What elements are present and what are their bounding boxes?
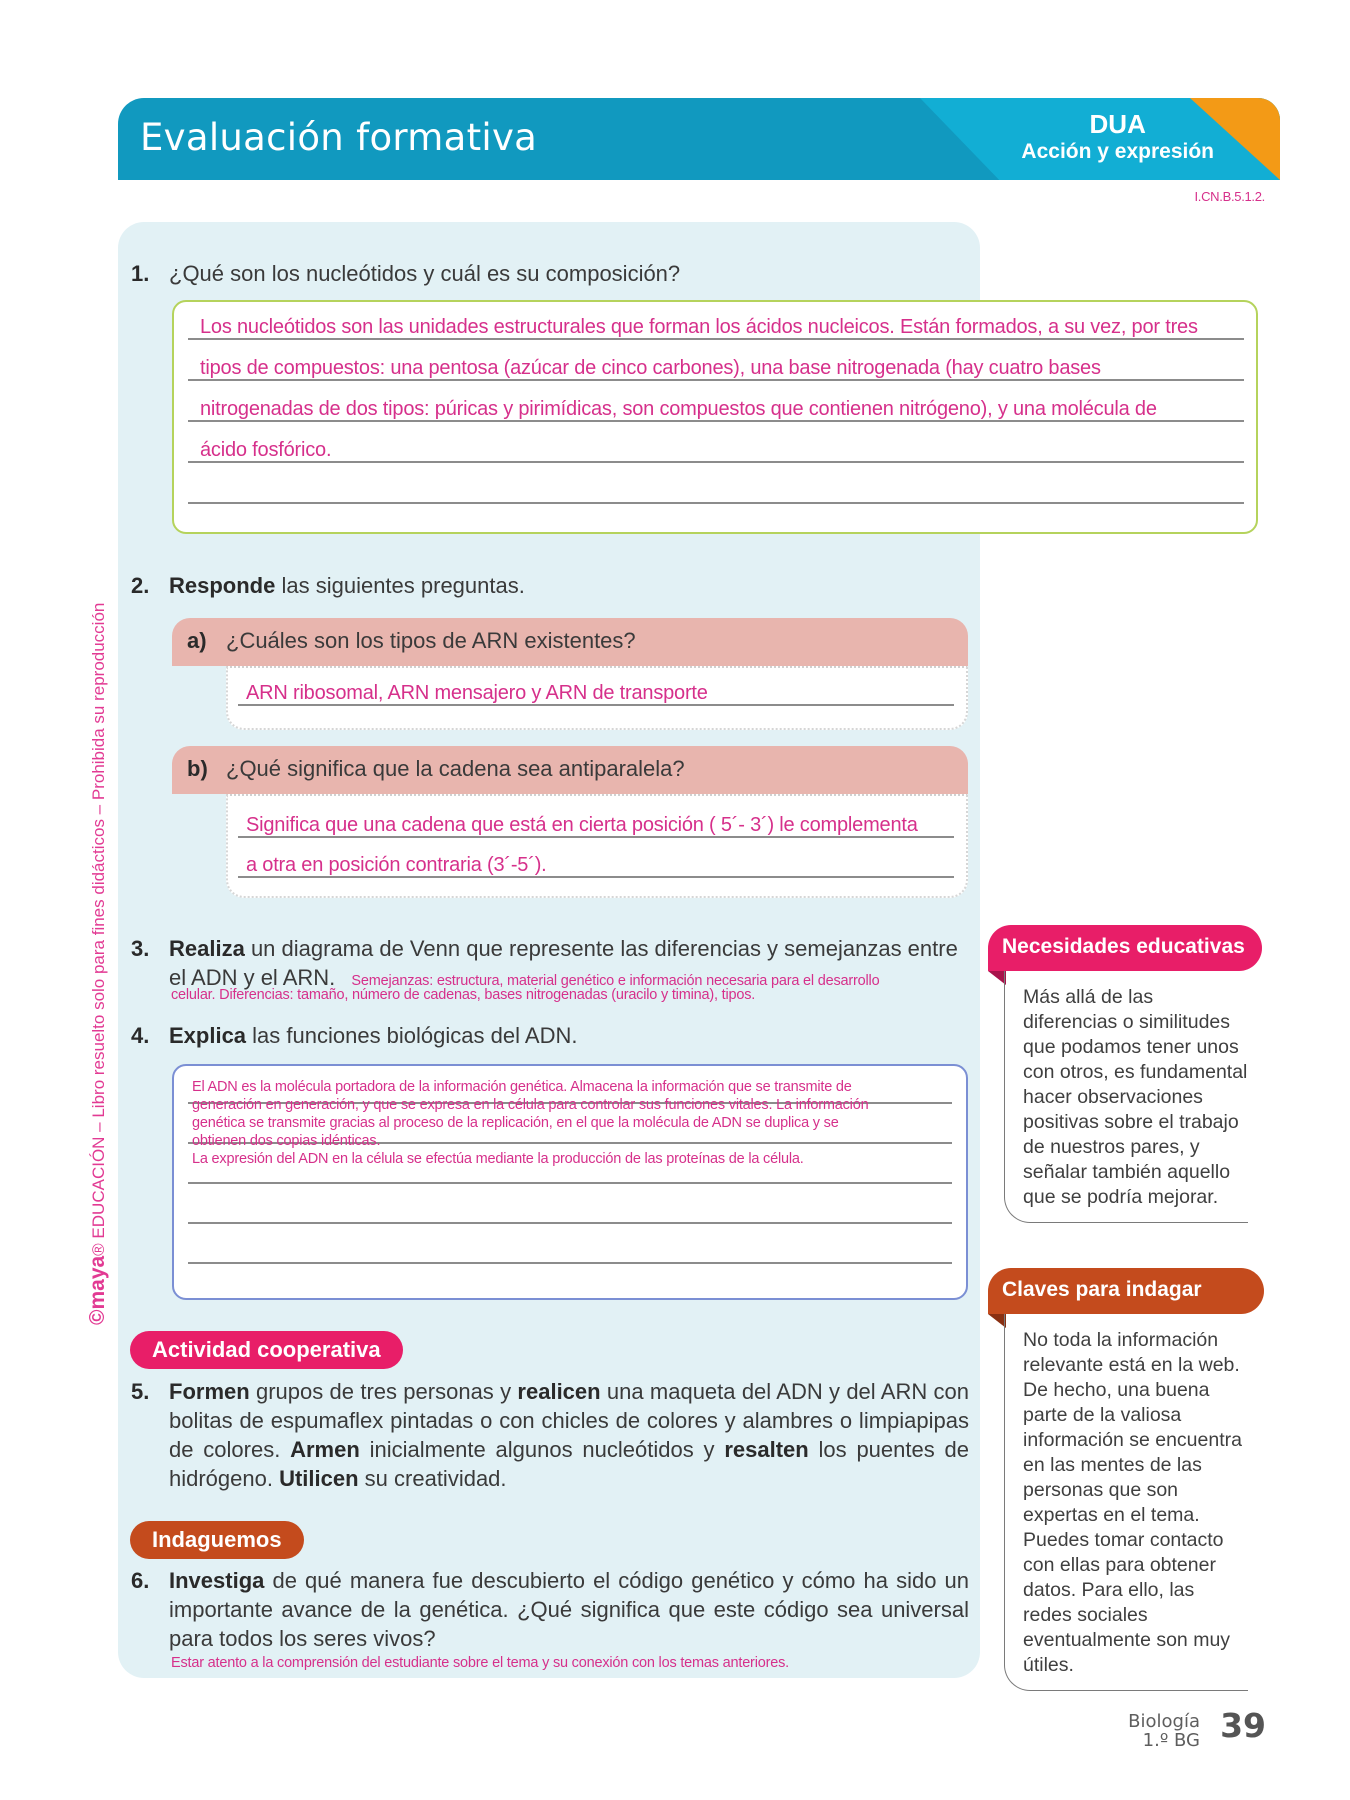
rule-line [188, 1222, 952, 1224]
answer-box-1[interactable] [172, 300, 1258, 534]
page-number: 39 [1220, 1706, 1266, 1745]
answer-line: obtienen dos copias idénticas. [192, 1133, 381, 1149]
teacher-note: Estar atento a la comprensión del estudiante sobre el tema y su conexión con los temas anteriores. [171, 1655, 789, 1671]
answer-line: Los nucleótidos son las unidades estructurales que forman los ácidos nucleicos. Están formados, a su vez, por tres [200, 316, 1198, 338]
question-number: 6. [131, 1568, 150, 1593]
sidebox-body: Más allá de las diferencias o similitudes que podamos tener unos con otros, es fundamental hacer observaciones positivas sobre el trabajo de nuestros pares, y señalar también aquello que se podría mejorar. [1004, 971, 1248, 1223]
credit-text: ® EDUCACIÓN – Libro resuelto solo para fines didácticos – Prohibida su reproducción [89, 602, 108, 1256]
teacher-answer: celular. Diferencias: tamaño, número de cadenas, bases nitrogenadas (uracilo y timina), tipos. [171, 987, 756, 1003]
question-rest: una maqueta del ADN y del ARN con bolitas de espumaflex pintadas o con chicles de colores y alambres o limpiapipas de colores. [169, 1379, 969, 1462]
question-text [169, 1377, 969, 1493]
rule-line [238, 836, 954, 838]
indaguemos-badge: Indaguemos [130, 1521, 304, 1559]
answer-box-2a[interactable] [226, 666, 968, 730]
rule-line [188, 1262, 952, 1264]
rule-line [188, 1182, 952, 1184]
answer-line: a otra en posición contraria (3´-5´). [246, 854, 547, 876]
answer-line: ARN ribosomal, ARN mensajero y ARN de transporte [246, 682, 708, 704]
question-rest: las funciones biológicas del ADN. [246, 1023, 578, 1048]
question-rest: los puentes de hidrógeno. [169, 1437, 969, 1491]
answer-line: ácido fosfórico. [200, 439, 332, 461]
subject-name: Biología [1128, 1711, 1200, 1732]
question-text: ¿Qué son los nucleótidos y cuál es su composición? [169, 261, 681, 286]
subquestion-text: ¿Cuáles son los tipos de ARN existentes? [226, 628, 636, 653]
instruction-verb: Explica [169, 1023, 247, 1048]
subquestion-text: ¿Qué significa que la cadena sea antiparalela? [226, 756, 685, 781]
answer-paragraph [192, 1078, 952, 1168]
instruction-verb: Utilicen [279, 1466, 359, 1491]
teacher-answer: Semejanzas: estructura, material genético e información necesaria para el desarrollo [351, 973, 880, 989]
question-number: 4. [131, 1023, 150, 1048]
question-number: 3. [131, 936, 150, 961]
question-number: 5. [131, 1379, 150, 1404]
instruction-verb: Investiga [169, 1568, 265, 1593]
question-rest: grupos de tres personas y [249, 1379, 518, 1404]
dua-label [1021, 110, 1214, 166]
sidebox-body: No toda la información relevante está en la web. De hecho, una buena parte de la valiosa información se encuentra en las mentes de las personas que son expertas en el tema. Puedes tomar contacto con ellas para obtener datos. Para ello, las redes sociales eventualmente son muy útiles. [1004, 1314, 1248, 1691]
rule-line [188, 461, 1244, 463]
question-number: 2. [131, 573, 150, 598]
dua-subtitle: Acción y expresión [1021, 140, 1214, 163]
question-rest: el ADN y el ARN. [169, 965, 336, 990]
answer-line: Significa que una cadena que está en cierta posición ( 5´- 3´) le complementa [246, 814, 918, 836]
rule-line [238, 876, 954, 878]
question-rest: su creatividad. [358, 1466, 507, 1491]
question-text [169, 934, 958, 963]
cooperative-activity-badge: Actividad cooperativa [130, 1331, 403, 1369]
question-text [169, 1021, 577, 1050]
answer-line: La expresión del ADN en la célula se efectúa mediante la producción de las proteínas de la célula. [192, 1151, 804, 1167]
subquestion-label: a) [187, 628, 207, 653]
instruction-verb: Responde [169, 573, 276, 598]
dua-title: DUA [1089, 109, 1146, 139]
side-credit [86, 603, 110, 1325]
subquestion-label: b) [187, 756, 208, 781]
rule-line [238, 704, 954, 706]
answer-box-4[interactable] [172, 1064, 968, 1300]
answer-line: genética se transmite gracias al proceso de la replicación, en el que la molécula de ADN se duplica y se [192, 1115, 839, 1131]
sidebox-title: Necesidades educativas [988, 925, 1262, 971]
rule-line [188, 420, 1244, 422]
question-rest: un diagrama de Venn que represente las diferencias y semejanzas entre [244, 936, 958, 961]
instruction-verb: Armen [290, 1437, 360, 1462]
question-number: 1. [131, 261, 150, 286]
instruction-verb: resalten [724, 1437, 809, 1462]
question-rest: de qué manera fue descubierto el código genético y cómo ha sido un importante avance de la genética. ¿Qué significa que este código sea universal para todos los seres vivos? [169, 1568, 969, 1651]
question-text [169, 571, 525, 600]
instruction-verb: Realiza [169, 936, 245, 961]
rule-line [188, 338, 1244, 340]
subquestion-a [172, 618, 968, 666]
subquestion-b [172, 746, 968, 794]
grade-level: 1.º BG [1142, 1730, 1200, 1751]
page-title: Evaluación formativa [140, 116, 538, 159]
answer-line: generación en generación, y que se expresa en la célula para controlar sus funciones vitales. La información [192, 1097, 869, 1113]
question-text [169, 1566, 969, 1653]
answer-line: nitrogenadas de dos tipos: púricas y pirimídicas, son compuestos que contienen nitrógeno), y una molécula de [200, 398, 1157, 420]
sidebox-title: Claves para indagar [988, 1268, 1264, 1314]
section-banner [118, 98, 1280, 180]
curriculum-indicator: I.CN.B.5.1.2. [1194, 189, 1265, 204]
instruction-verb: realicen [517, 1379, 601, 1404]
answer-line: El ADN es la molécula portadora de la información genética. Almacena la información que se transmite de [192, 1079, 852, 1095]
answer-line: tipos de compuestos: una pentosa (azúcar de cinco carbones), una base nitrogenada (hay cuatro bases [200, 357, 1101, 379]
answer-box-2b[interactable] [226, 794, 968, 898]
instruction-verb: Formen [169, 1379, 250, 1404]
question-rest: las siguientes preguntas. [275, 573, 525, 598]
rule-line [188, 379, 1244, 381]
footer-subject [1128, 1712, 1200, 1750]
rule-line [188, 502, 1244, 504]
question-rest: inicialmente algunos nucleótidos y [359, 1437, 725, 1462]
brand-logo: ©maya [86, 1255, 109, 1325]
